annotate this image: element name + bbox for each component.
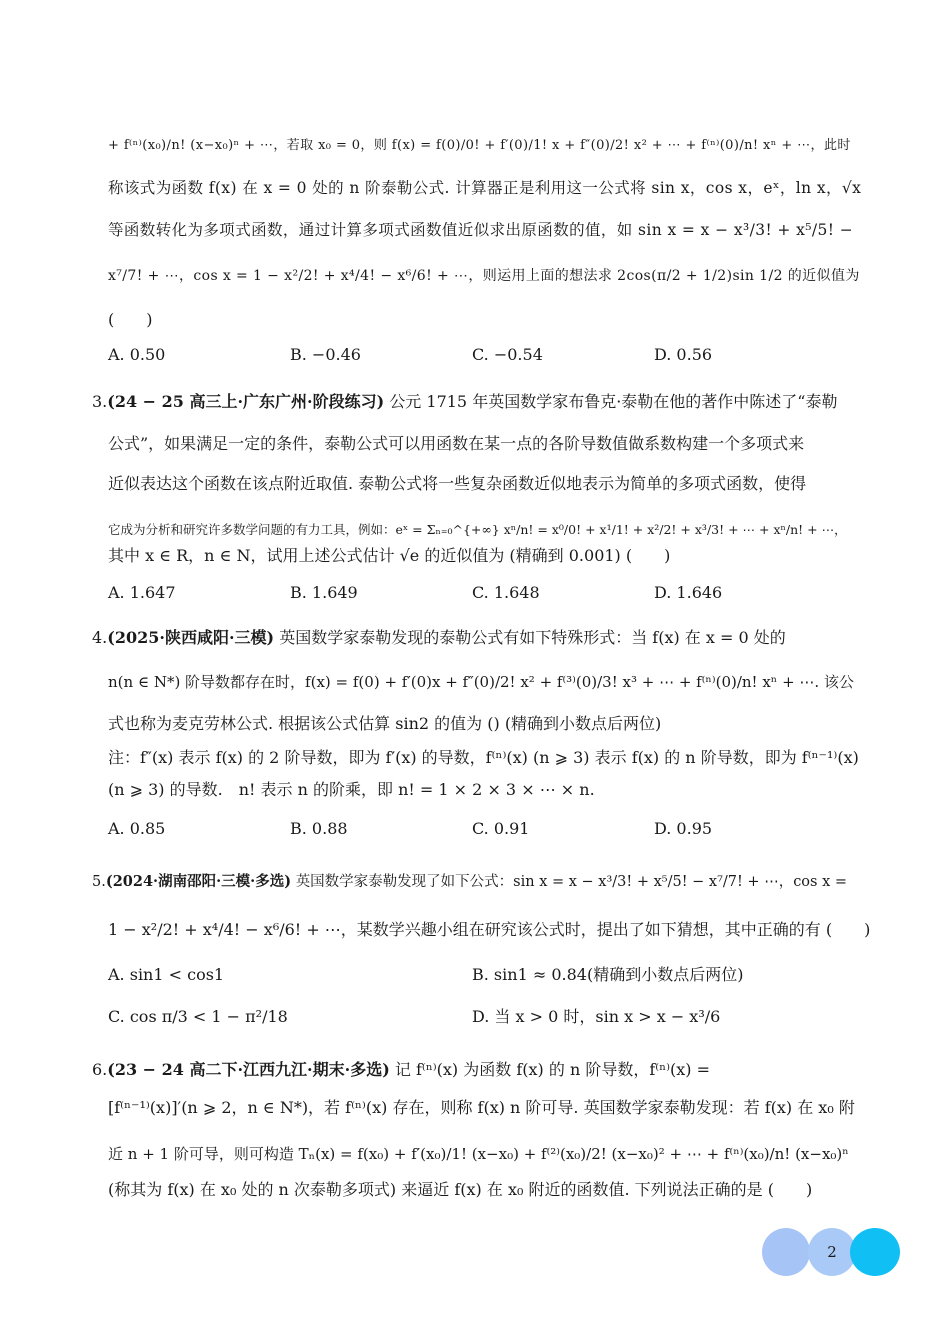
q4-option-d[interactable]: D. 0.95 (654, 819, 713, 838)
q3-options (108, 578, 872, 608)
q5-options-row-1 (108, 960, 872, 990)
q3-option-a[interactable]: A. 1.647 (108, 583, 176, 602)
q3-line-4: 它成为分析和研究许多数学问题的有力工具，例如：eˣ = Σₙ₌₀^{+∞} xⁿ/n! = x⁰/0! + x¹/1! + x²/2! + x³/3! + ⋯ + xⁿ/n! + ⋯， (108, 522, 847, 537)
q3-source: (24 − 25 高三上·广东广州·阶段练习) (107, 392, 385, 411)
q5-line-2: 1 − x²/2! + x⁴/4! − x⁶/6! + ⋯，某数学兴趣小组在研究该公式时，提出了如下猜想，其中正确的有 ( ) (108, 920, 871, 939)
q4-line-4: 注：f″(x) 表示 f(x) 的 2 阶导数，即为 f′(x) 的导数，f⁽ⁿ⁾(x) (n ⩾ 3) 表示 f(x) 的 n 阶导数，即为 f⁽ⁿ⁻¹⁾(x) (108, 748, 859, 767)
q5-option-c[interactable]: C. cos π/3 < 1 − π²/18 (108, 1007, 288, 1026)
q3-line-2: 公式”，如果满足一定的条件，泰勒公式可以用函数在某一点的各阶导数值做系数构建一个多项式来 (108, 434, 805, 453)
q2-line-4: x⁷/7! + ⋯，cos x = 1 − x²/2! + x⁴/4! − x⁶/6! + ⋯，则运用上面的想法求 2cos(π/2 + 1/2)sin 1/2 的近似值为 (108, 268, 860, 284)
q5-options-row-2 (108, 1002, 872, 1032)
q3-option-d[interactable]: D. 1.646 (654, 583, 723, 602)
q3-text-1: 公元 1715 年英国数学家布鲁克·泰勒在他的著作中陈述了“泰勒 (389, 392, 838, 411)
q5-option-d[interactable]: D. 当 x > 0 时，sin x > x − x³/6 (472, 1007, 721, 1026)
q5-source: (2024·湖南邵阳·三模·多选) (105, 873, 292, 890)
q3-line-1 (92, 382, 872, 422)
q4-line-5: (n ⩾ 3) 的导数. n! 表示 n 的阶乘，即 n! = 1 × 2 × 3 × ⋯ × n. (108, 780, 595, 799)
q6-line-2: [f⁽ⁿ⁻¹⁾(x)]′(n ⩾ 2，n ∈ N*)，若 f⁽ⁿ⁾(x) 存在，则称 f(x) n 阶可导. 英国数学家泰勒发现：若 f(x) 在 x₀ 附 (108, 1098, 855, 1117)
q3-number: 3. (92, 392, 108, 411)
q2-line-3: 等函数转化为多项式函数，通过计算多项式函数值近似求出原函数的值，如 sin x = x − x³/3! + x⁵/5! − (108, 221, 854, 239)
q2-option-c[interactable]: C. −0.54 (472, 345, 543, 364)
q2-option-d[interactable]: D. 0.56 (654, 345, 713, 364)
q6-line-1 (92, 1050, 872, 1090)
q4-source: (2025·陕西咸阳·三模) (107, 628, 275, 647)
q2-line-5: ( ) (108, 310, 153, 329)
q3-option-b[interactable]: B. 1.649 (290, 583, 358, 602)
q4-number: 4. (92, 628, 108, 647)
badge-circle-right (850, 1228, 900, 1276)
q5-option-b[interactable]: B. sin1 ≈ 0.84(精确到小数点后两位) (472, 965, 744, 984)
page-number: 2 (827, 1243, 837, 1261)
badge-circle-left (762, 1228, 810, 1276)
q4-line-2: n(n ∈ N*) 阶导数都存在时，f(x) = f(0) + f′(0)x + f″(0)/2! x² + f⁽³⁾(0)/3! x³ + ⋯ + f⁽ⁿ⁾(0)/n! xⁿ + ⋯. 该公 (108, 673, 854, 691)
q2-line-1: + f⁽ⁿ⁾(x₀)/n! (x−x₀)ⁿ + ⋯，若取 x₀ = 0，则 f(x) = f(0)/0! + f′(0)/1! x + f″(0)/2! x² + ⋯ + f⁽ⁿ⁾(0)/n! xⁿ + ⋯，此时 (108, 138, 851, 153)
q3-option-c[interactable]: C. 1.648 (472, 583, 540, 602)
q3-line-5: 其中 x ∈ R，n ∈ N，试用上述公式估计 √e 的近似值为 (精确到 0.001) ( ) (108, 546, 671, 565)
q4-option-b[interactable]: B. 0.88 (290, 819, 348, 838)
q4-text-1: 英国数学家泰勒发现的泰勒公式有如下特殊形式：当 f(x) 在 x = 0 处的 (279, 628, 786, 647)
q2-option-b[interactable]: B. −0.46 (290, 345, 361, 364)
q5-text-1: 英国数学家泰勒发现了如下公式：sin x = x − x³/3! + x⁵/5! − x⁷/7! + ⋯，cos x = (295, 874, 848, 890)
q5-option-a[interactable]: A. sin1 < cos1 (108, 965, 225, 984)
page-number-badge (762, 1228, 902, 1276)
q6-source: (23 − 24 高二下·江西九江·期末·多选) (107, 1060, 390, 1079)
q4-options (108, 814, 872, 844)
q4-option-a[interactable]: A. 0.85 (108, 819, 166, 838)
q4-line-3: 式也称为麦克劳林公式. 根据该公式估算 sin2 的值为 () (精确到小数点后两位) (108, 714, 662, 733)
q6-number: 6. (92, 1060, 108, 1079)
q6-line-4: (称其为 f(x) 在 x₀ 处的 n 次泰勒多项式) 来逼近 f(x) 在 x₀ 附近的函数值. 下列说法正确的是 ( ) (108, 1180, 813, 1199)
q2-line-2: 称该式为函数 f(x) 在 x = 0 处的 n 阶泰勒公式. 计算器正是利用这一公式将 sin x，cos x，eˣ，ln x，√x (108, 179, 862, 197)
q2-option-a[interactable]: A. 0.50 (108, 345, 166, 364)
q6-line-3: 近 n + 1 阶可导，则可构造 Tₙ(x) = f(x₀) + f′(x₀)/1! (x−x₀) + f⁽²⁾(x₀)/2! (x−x₀)² + ⋯ + f⁽ⁿ⁾(x₀)/n! (x−x₀)ⁿ (108, 1145, 849, 1163)
q4-option-c[interactable]: C. 0.91 (472, 819, 530, 838)
q3-line-3: 近似表达这个函数在该点附近取值. 泰勒公式将一些复杂函数近似地表示为简单的多项式函数，使得 (108, 474, 807, 493)
q5-line-1 (92, 862, 872, 902)
q2-options (108, 340, 872, 370)
q6-text-1: 记 f⁽ⁿ⁾(x) 为函数 f(x) 的 n 阶导数，f⁽ⁿ⁾(x) = (394, 1060, 711, 1079)
q5-number: 5. (92, 874, 106, 890)
q4-line-1 (92, 618, 872, 658)
